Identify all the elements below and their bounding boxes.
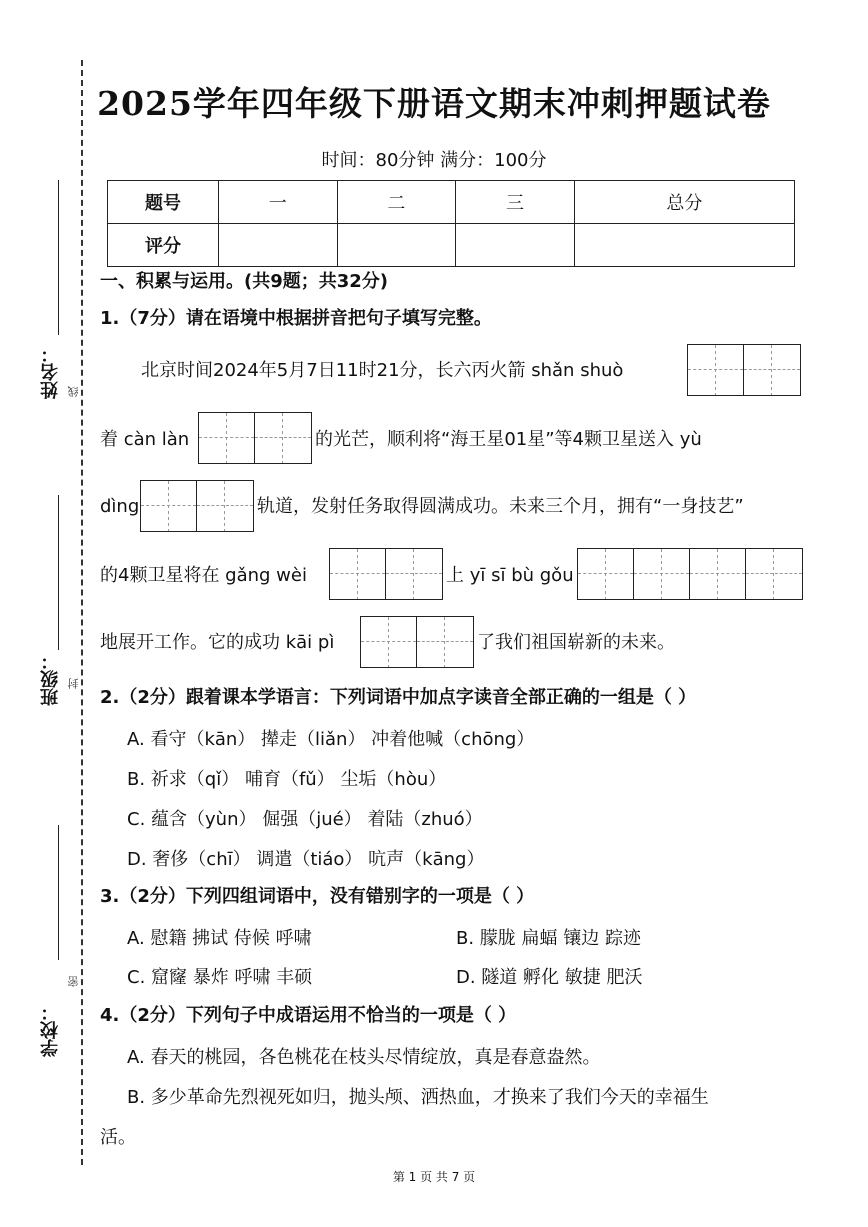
- binding-mark-seal: 封: [67, 678, 80, 689]
- q4-option-b-cont: 活。: [100, 1127, 136, 1148]
- q2-option-c[interactable]: C. 蕴含（yùn） 倔强（jué） 着陆（zhuó）: [127, 809, 483, 830]
- pinyin-answer-box[interactable]: [329, 548, 443, 600]
- table-cell: 评分: [108, 224, 219, 267]
- q1-line-3b: 轨道，发射任务取得圆满成功。未来三个月，拥有“一身技艺”: [257, 496, 744, 517]
- pinyin-answer-box[interactable]: [198, 412, 312, 464]
- pinyin-answer-box[interactable]: [360, 616, 474, 668]
- q3-option-b[interactable]: B. 朦胧 扁蝠 镶边 踪迹: [456, 928, 641, 949]
- q1-line-5b: 了我们祖国崭新的未来。: [477, 632, 675, 653]
- page-title: 2025学年四年级下册语文期末冲刺押题试卷: [97, 84, 771, 123]
- question-2-head: 2.（2分）跟着课本学语言：下列词语中加点字读音全部正确的一组是（ ）: [100, 687, 697, 708]
- q2-option-a[interactable]: A. 看守（kān） 撵走（liǎn） 冲着他喊（chōng）: [127, 729, 535, 750]
- class-write-line: [58, 495, 59, 650]
- q3-option-c[interactable]: C. 窟窿 暴炸 呼啸 丰硕: [127, 967, 313, 988]
- table-cell: 二: [337, 181, 456, 224]
- school-label: 学校：: [40, 1003, 61, 1057]
- exam-info: 时间：80分钟 满分：100分: [321, 150, 547, 171]
- q3-option-a[interactable]: A. 慰籍 拂试 侍候 呼啸: [127, 928, 312, 949]
- pinyin-answer-box[interactable]: [140, 480, 254, 532]
- q1-line-3a: dìng: [100, 496, 140, 517]
- binding-mark-secret: 密: [67, 976, 80, 987]
- question-4-head: 4.（2分）下列句子中成语运用不恰当的一项是（ ）: [100, 1005, 517, 1026]
- score-input-cell[interactable]: [219, 224, 338, 267]
- q4-option-a[interactable]: A. 春天的桃园，各色桃花在枝头尽情绽放，真是春意盎然。: [127, 1047, 601, 1068]
- table-cell: 一: [219, 181, 338, 224]
- q1-line-1: 北京时间2024年5月7日11时21分，长六丙火箭 shǎn shuò: [141, 360, 624, 381]
- q1-line-4a: 的4颗卫星将在 gǎng wèi: [100, 565, 307, 586]
- q1-line-5a: 地展开工作。它的成功 kāi pì: [100, 632, 335, 653]
- q1-line-4b: 上 yī sī bù gǒu: [446, 565, 574, 586]
- binding-mark-line: 线: [67, 386, 80, 397]
- binding-dashed-line: [81, 60, 83, 1165]
- q4-option-b[interactable]: B. 多少革命先烈视死如归，抛头颅、洒热血，才换来了我们今天的幸福生: [127, 1087, 709, 1108]
- name-write-line: [58, 180, 59, 335]
- section-heading: 一、积累与运用。(共9题；共32分): [100, 271, 389, 292]
- table-cell: 总分: [574, 181, 794, 224]
- q2-option-b[interactable]: B. 祈求（qǐ） 哺育（fǔ） 尘垢（hòu）: [127, 769, 447, 790]
- table-cell: 题号: [108, 181, 219, 224]
- pinyin-answer-box[interactable]: [687, 344, 801, 396]
- score-input-cell[interactable]: [574, 224, 794, 267]
- score-table: [107, 180, 795, 267]
- q2-option-d[interactable]: D. 奢侈（chī） 调遣（tiáo） 吭声（kāng）: [127, 849, 485, 870]
- page-footer: 第 1 页 共 7 页: [392, 1170, 476, 1184]
- q1-line-2a: 着 càn làn: [100, 429, 190, 450]
- score-input-cell[interactable]: [456, 224, 575, 267]
- pinyin-answer-box[interactable]: [577, 548, 803, 600]
- question-1-head: 1.（7分）请在语境中根据拼音把句子填写完整。: [100, 308, 492, 329]
- class-label: 班级：: [40, 652, 61, 706]
- q1-line-2b: 的光芒，顺利将“海王星01星”等4颗卫星送入 yù: [315, 429, 702, 450]
- table-cell: 三: [456, 181, 575, 224]
- q3-option-d[interactable]: D. 隧道 孵化 敏捷 肥沃: [456, 967, 643, 988]
- school-write-line: [58, 825, 59, 960]
- question-3-head: 3.（2分）下列四组词语中，没有错别字的一项是（ ）: [100, 886, 535, 907]
- score-input-cell[interactable]: [337, 224, 456, 267]
- score-table-header-row: [108, 181, 795, 224]
- name-label: 姓名：: [40, 345, 61, 399]
- score-table-score-row: [108, 224, 795, 267]
